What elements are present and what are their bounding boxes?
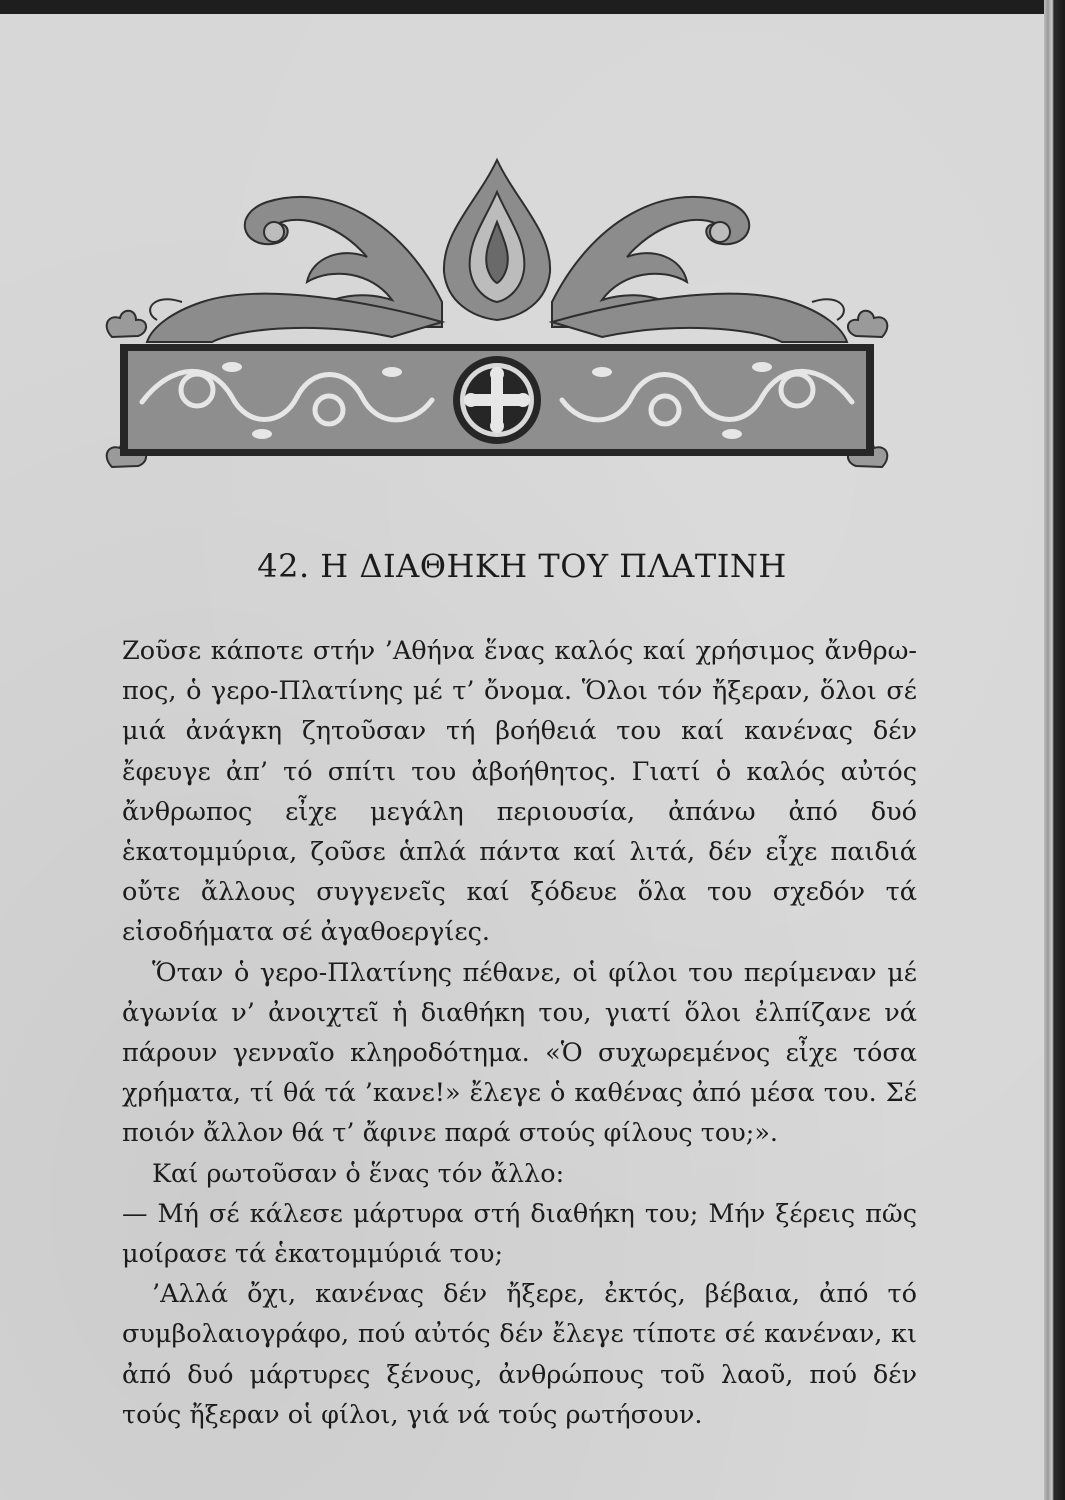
- page-edge-shadow: [1044, 0, 1065, 1500]
- book-page: [0, 14, 1044, 1500]
- chapter-title: 42. Η ΔΙΑΘΗΚΗ ΤΟΥ ΠΛΑΤΙΝΗ: [257, 547, 787, 585]
- paragraph: ’Αλλά ὄχι, κανένας δέν ἤξερε, ἐκτός, βέβαια, ἀπό τό συμβολαιογράφο, πού αὐτός δέν ἔλεγε τίποτε σέ κανέναν, κι ἀπό δυό μάρτυρες ξένους, ἀνθρώπους τοῦ λαοῦ, πού δέν τούς ἤξεραν οἱ φίλοι, γιά νά τούς ρωτήσουν.: [122, 1279, 917, 1430]
- paragraph: Ζοῦσε κάποτε στήν ’Αθήνα ἕνας καλός καί χρήσιμος ἄνθρωπος, ὁ γερο-Πλατίνης μέ τ’ ὄνομα. Ὅλοι τόν ἤξεραν, ὅλοι σέ μιά ἀνάγκη ζητοῦσαν τή βοήθειά του καί κανένας δέν ἔφευγε ἀπ’ τό σπίτι του ἀβοήθητος. Γιατί ὁ καλός αὐτός ἄνθρωπος εἶχε μεγάλη περιουσία, ἀπάνω ἀπό δυό ἑκατομμύρια, ζοῦσε ἁπλά πάντα καί λιτά, δέν εἶχε παιδιά οὔτε ἄλλους συγγενεῖς καί ξόδευε ὅλα του σχεδόν τά εἰσοδήματα σέ ἀγαθοεργίες.: [122, 636, 917, 948]
- chapter-body: [122, 631, 917, 1435]
- paragraph: Καί ρωτοῦσαν ὁ ἕνας τόν ἄλλο:: [152, 1158, 565, 1189]
- paragraph: Ὅταν ὁ γερο-Πλατίνης πέθανε, οἱ φίλοι του περίμεναν μέ ἀγωνία ν’ ἀνοιχτεῖ ἡ διαθήκη του, γιατί ὅλοι ἐλπίζανε νά πάρουν γενναῖο κληροδότημα. «Ὁ συχωρεμένος εἶχε τόσα χρήματα, τί θά τά ’κανε!» ἔλεγε ὁ καθένας ἀπό μέσα του. Σέ ποιόν ἄλλον θά τ’ ἄφινε παρά στούς φίλους του;».: [122, 957, 917, 1149]
- decorative-headpiece-ornament: [92, 152, 902, 492]
- scan-border-top: [0, 0, 1065, 14]
- dialogue-line: — Μή σέ κάλεσε μάρτυρα στή διαθήκη του; Μήν ξέρεις πῶς μοίρασε τά ἑκατομμύριά του;: [122, 1198, 917, 1270]
